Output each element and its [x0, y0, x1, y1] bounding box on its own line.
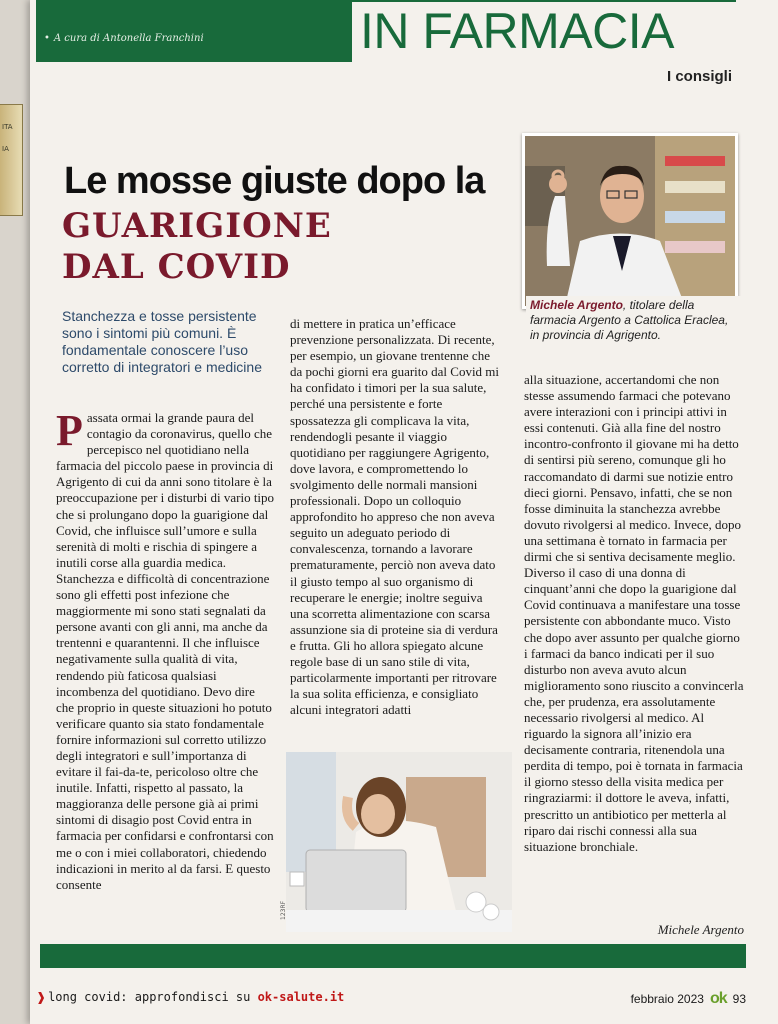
article-column-2 — [290, 316, 504, 718]
pharmacist-illustration — [525, 136, 735, 306]
column-3-text: alla situazione, accertandomi che non stesse assumendo farmaci che potevano avere interazioni con i principi attivi in essi contenuti. Già alla fine del nostro incontro-confronto il giovane mi ha detto di sentirsi più sereno, comunque gli ho raccomandato di darmi sue notizie entro dieci giorni. Pensavo, infatti, che se non fosse diminuita la stanchezza avrebbe dovuto rivolgersi al medico. Invece, dopo una settimana è tornato in farmacia per dirmi che si sentiva decisamente meglio. Diverso il caso di una donna di cinquant’anni che dopo la guarigione dal Covid continuava a manifestare una tosse persistente con abbondante muco. Visto che dopo aver assunto per qualche giorno i farmaci da banco indicati per il suo disturbo non aveva avuto alcun miglioramento sono riuscito a convincerla che, per prudenza, era assolutamente necessario rivolgersi al medico. Al riguardo la signora all’inizio era decisamente contraria, ritenendola una perdita di tempo, poi è tornata in farmacia il giorno stesso della visita medica per ringraziarmi: il dottore le aveva, infatti, prescritto un antibiotico per metterla al riparo dai rischi connessi alla sua situazione bronchiale. — [524, 372, 744, 854]
drop-cap: P — [56, 406, 83, 455]
headline-accent — [62, 206, 332, 288]
column-2-text: di mettere in pratica un’efficace prevenzione personalizzata. Di recente, per esempio, un giovane trentenne che da pochi giorni era guarito dal Covid mi ha confidato i timori per la sua salute, perché una persistente e forte spossatezza gli complicava la vita, rendendogli pesante il viaggio quotidiano per raggiungere Agrigento, dove lavora, e compromettendo lo svolgimento delle normali mansioni professionali. Dopo un colloquio approfondito ho appreso che non aveva seguito un adeguato periodo di convalescenza, tornando a lavorare prematuramente, perciò non aveva dato il giusto tempo al suo organismo di recuperare le energie; inoltre seguiva una scorretta alimentazione con scarsa assunzione sia di proteine sia di verdura e frutta. Gli ho allora spiegato alcune regole base di un sano stile di vita, particolarmente importanti per ritrovare la sua solita efficienza, e consigliato alcuni integratori adatti — [290, 316, 500, 718]
footer-band — [40, 944, 746, 968]
page-number: 93 — [732, 992, 746, 1006]
photo-credit: 123RF — [280, 900, 287, 920]
adjacent-page-tab: ITA IA — [0, 104, 23, 216]
section-rubric: IN FARMACIA — [360, 3, 674, 59]
footer-link-site[interactable]: ok-salute.it — [257, 990, 345, 1004]
headline-line-2: GUARIGIONE — [62, 206, 332, 246]
author-signature: Michele Argento — [657, 922, 744, 937]
pharmacist-photo — [522, 133, 738, 309]
article-column-3 — [524, 372, 744, 855]
photo-caption — [526, 296, 744, 345]
lead-paragraph: Stanchezza e tosse persistente sono i sintomi più comuni. È fondamentale conoscere l’uso corretto di integratori e medicine — [62, 308, 262, 375]
headline-line-3: DAL COVID — [62, 247, 291, 287]
caption-name: Michele Argento — [530, 298, 623, 312]
ok-logo: ok — [709, 990, 727, 1007]
footer-folio — [631, 990, 746, 1008]
column-1-text: assata ormai la grande paura del contagio da coronavirus, quello che percepisco nel quotidiano nella farmacia del piccolo paese in provincia di Agrigento di cui da anni sono titolare è la preoccupazione per i disturbi di vario tipo che si prolungano dopo la guarigione dal Covid, che influisce sull’umore e sulla serenità di molti e rischia di spingere a inutili corse alla guardia medica. Stanchezza e difficoltà di concentrazione sono gli effetti post infezione che maggiormente mi sono stati segnalati da persone avanti con gli anni, ma anche da trentenni e quarantenni. Il che influisce negativamente sulla qualità di vita, rendendo più faticosa qualsiasi incombenza del quotidiano. Devo dire che proprio in queste situazioni ho potuto verificare quanto sia stato fondamentale fornire informazioni sul corretto utilizzo degli integratori e sull’importanza di evitare il fai-da-te, pericoloso oltre che inutile. Infatti, rispetto al passato, la maggioranza delle persone già ai primi sintomi di disagio post Covid entra in farmacia per confidarsi e confrontarsi con me o con i miei collaboratori, chiedendo indicazioni in merito al da farsi. E questo consente — [56, 410, 275, 892]
footer-link-prefix: long covid: approfondisci su — [48, 990, 258, 1004]
curator-credit: • A cura di Antonella Franchini — [44, 33, 204, 44]
footer-link[interactable] — [36, 990, 344, 1004]
caption-text: , titolare della farmacia Argento a Cattolica Eraclea, in provincia di Agrigento. — [530, 298, 729, 342]
arrow-icon: ❱ — [36, 990, 47, 1004]
headline-line-1: Le mosse giuste dopo la — [64, 160, 485, 202]
tired-woman-illustration — [286, 752, 512, 932]
section-subtitle: I consigli — [666, 68, 732, 85]
article-column-1 — [56, 406, 276, 893]
tired-woman-photo — [286, 752, 512, 932]
issue-date: febbraio 2023 — [630, 992, 704, 1006]
